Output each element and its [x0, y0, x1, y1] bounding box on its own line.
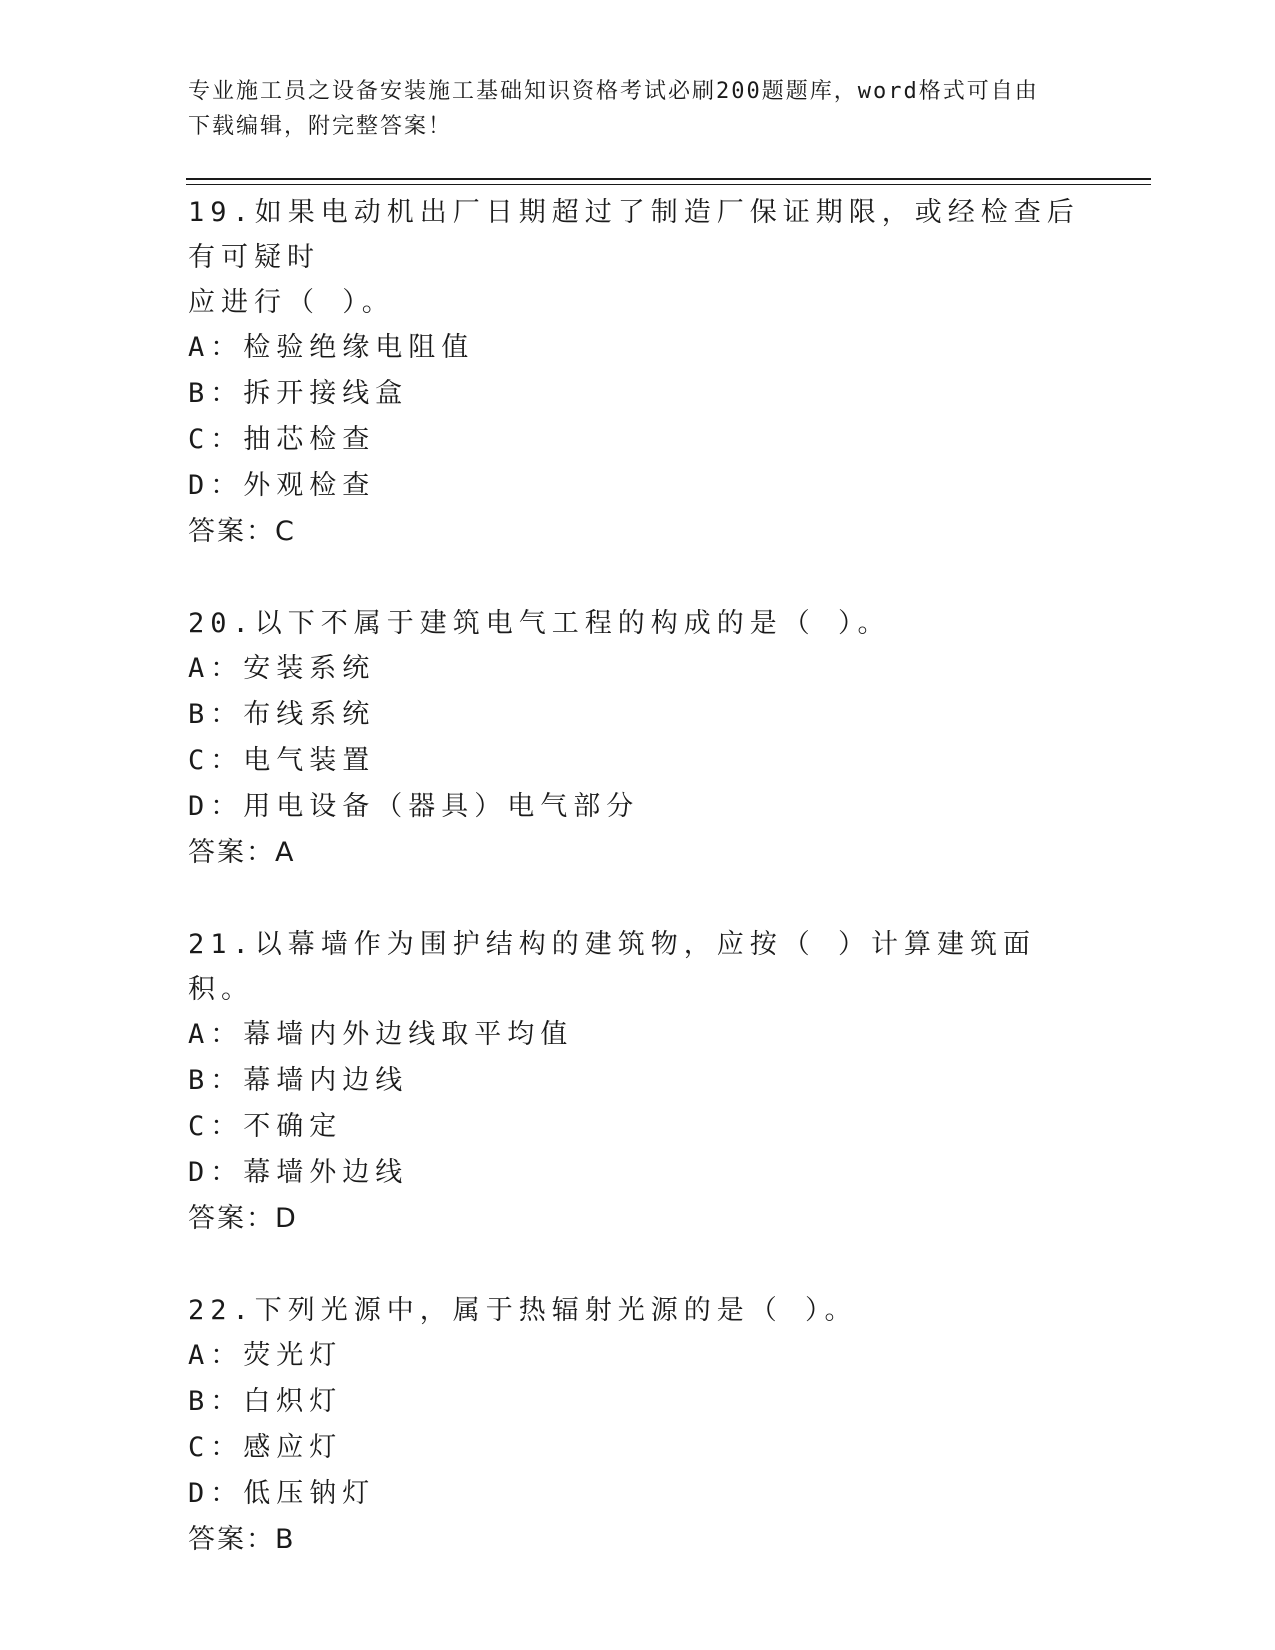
option-d: D：幕墙外边线: [188, 1157, 409, 1188]
question-spacer: [188, 876, 1088, 922]
option-c: C：不确定: [188, 1111, 343, 1142]
question-stem: 19.如果电动机出厂日期超过了制造厂保证期限，或经检查后有可疑时: [188, 197, 1080, 273]
option-c: C：电气装置: [188, 745, 376, 776]
header-line-2: 下载编辑，附完整答案！: [188, 114, 453, 139]
option-c: C：感应灯: [188, 1432, 343, 1463]
option-a: A：幕墙内外边线取平均值: [188, 1019, 574, 1050]
header-divider-thick: [186, 178, 1151, 180]
option-c: C：抽芯检查: [188, 424, 376, 455]
question-21: [188, 922, 1088, 1242]
answer: 答案：A: [188, 837, 296, 868]
question-stem-continued: 应进行（ ）。: [188, 287, 395, 318]
answer: 答案：B: [188, 1524, 296, 1555]
option-a: A：荧光灯: [188, 1340, 343, 1371]
option-b: B：布线系统: [188, 699, 376, 730]
question-spacer: [188, 1242, 1088, 1288]
option-d: D：用电设备（器具）电气部分: [188, 791, 640, 822]
option-d: D：低压钠灯: [188, 1478, 376, 1509]
answer: 答案：C: [188, 516, 296, 547]
answer: 答案：D: [188, 1203, 298, 1234]
question-spacer: [188, 555, 1088, 601]
header-divider-thin: [186, 184, 1151, 185]
question-list: [188, 190, 1088, 1563]
option-b: B：白炽灯: [188, 1386, 343, 1417]
question-22: [188, 1288, 1088, 1563]
document-header: [188, 74, 1088, 144]
header-line-1: 专业施工员之设备安装施工基础知识资格考试必刷200题题库，word格式可自由: [188, 79, 1039, 104]
question-stem: 21.以幕墙作为围护结构的建筑物，应按（ ）计算建筑面积。: [188, 929, 1037, 1005]
option-a: A：检验绝缘电阻值: [188, 332, 475, 363]
question-stem: 20.以下不属于建筑电气工程的构成的是（ ）。: [188, 608, 891, 639]
option-b: B：幕墙内边线: [188, 1065, 409, 1096]
question-19: [188, 190, 1088, 555]
option-b: B：拆开接线盒: [188, 378, 409, 409]
option-a: A：安装系统: [188, 653, 376, 684]
question-stem: 22.下列光源中，属于热辐射光源的是（ ）。: [188, 1295, 858, 1326]
option-d: D：外观检查: [188, 470, 376, 501]
question-20: [188, 601, 1088, 876]
